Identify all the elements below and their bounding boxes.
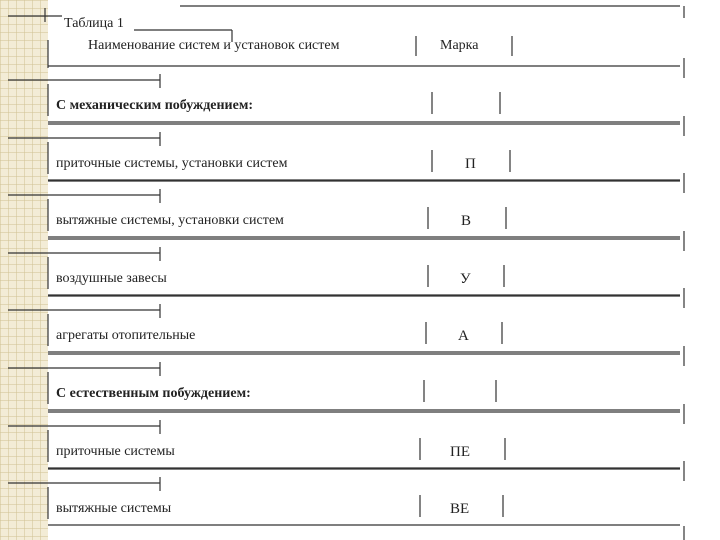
row-mark: ВЕ (450, 501, 470, 517)
row-name: воздушные завесы (56, 271, 167, 286)
row-name-group-mechanical: С механическим побуждением: (56, 98, 254, 113)
header-name: Наименование систем и установок систем (88, 38, 340, 53)
row-mark: А (458, 328, 469, 344)
row-name: агрегаты отопительные (56, 328, 196, 343)
row-name-group-natural: С естественным побуждением: (56, 386, 251, 401)
row-mark: ПЕ (450, 444, 470, 460)
row-mark: У (460, 271, 471, 287)
row-name: приточные системы (56, 444, 175, 459)
row-mark: П (465, 156, 476, 172)
row-name: вытяжные системы (56, 501, 172, 516)
row-mark: В (461, 213, 472, 229)
row-name: приточные системы, установки систем (56, 156, 288, 171)
table-caption: Таблица 1 (64, 16, 124, 31)
header-mark: Марка (440, 38, 479, 53)
row-name: вытяжные системы, установки систем (56, 213, 284, 228)
